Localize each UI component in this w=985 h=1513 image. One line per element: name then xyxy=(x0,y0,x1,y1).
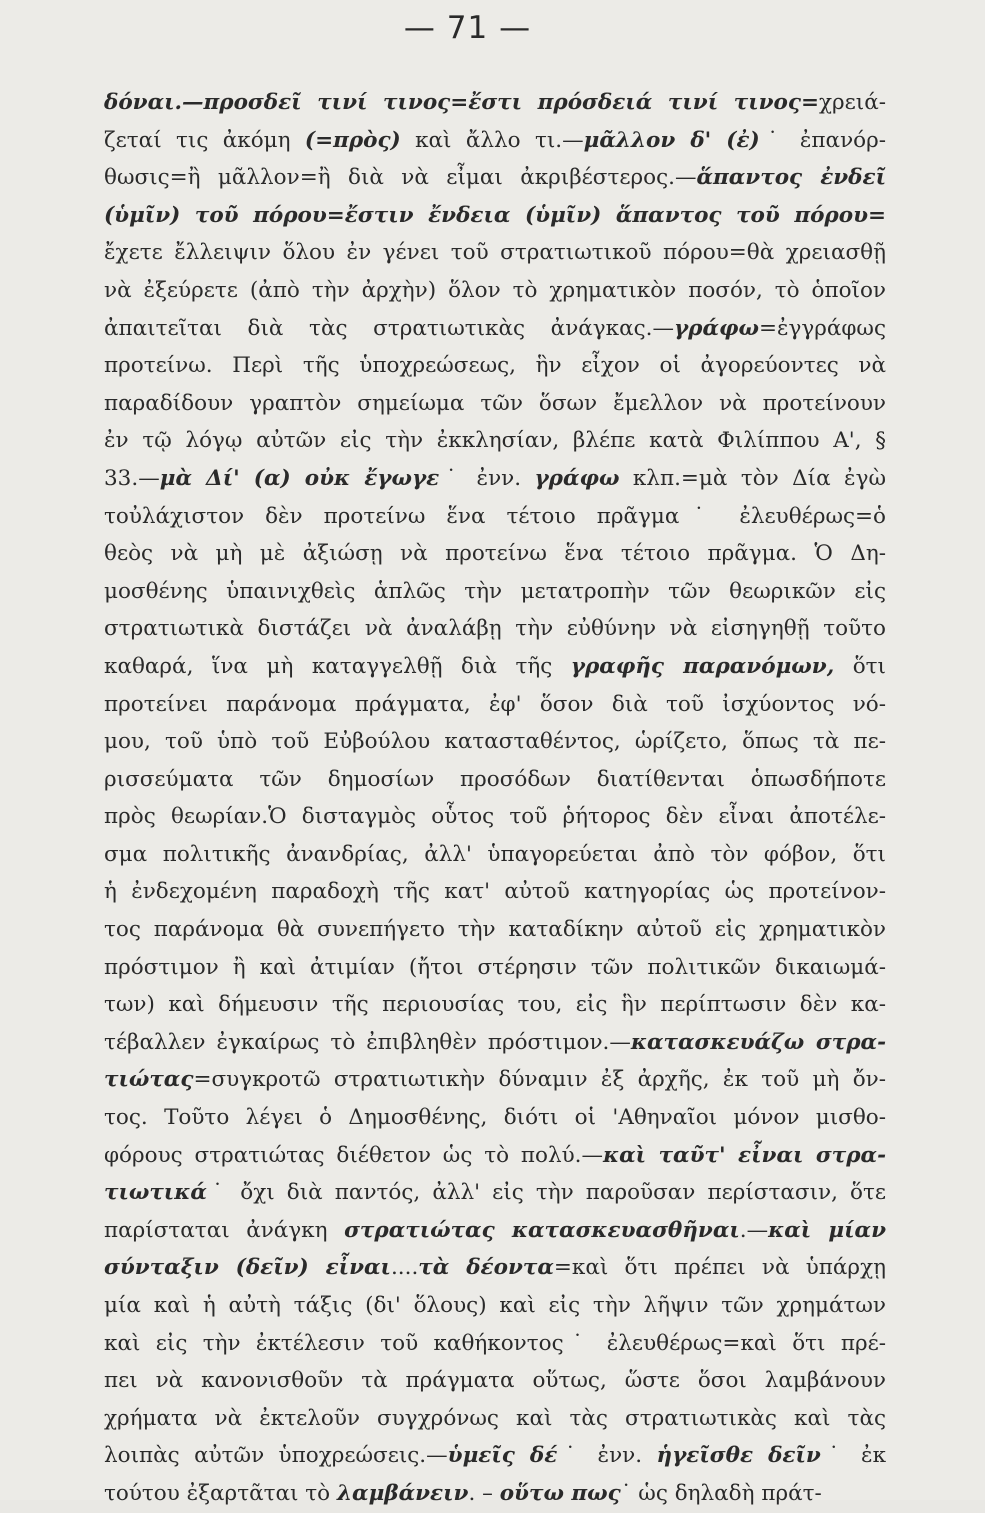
text-line xyxy=(104,535,886,573)
text-line xyxy=(104,1174,886,1212)
lemma-term: ὑμεῖς δέ xyxy=(447,1443,558,1469)
gloss-text: θεὸς νὰ μὴ μὲ ἀξιώσῃ νὰ προτείνω ἕνα τέτοιο πρᾶγμα. Ὁ Δη- xyxy=(104,541,886,567)
gloss-text: παραδίδουν γραπτὸν σημείωμα τῶν ὅσων ἔμελλον νὰ προτείνουν xyxy=(104,390,886,416)
gloss-text: ˙ ἐνν. xyxy=(557,1443,657,1469)
lemma-term: τιωτικά xyxy=(104,1180,207,1206)
text-line xyxy=(104,573,886,611)
text-line xyxy=(104,1287,886,1325)
gloss-text: παρίσταται ἀνάγκη xyxy=(104,1217,345,1243)
gloss-text: προτείνει παράνομα πράγματα, ἐφ' ὅσον διὰ τοῦ ἰσχύοντος νό- xyxy=(104,691,886,717)
gloss-text: ζεταί τις ἀκόμη xyxy=(104,127,305,153)
text-line xyxy=(104,197,886,235)
text-line xyxy=(104,836,886,874)
text-line xyxy=(104,949,886,987)
gloss-text: λοιπὰς αὐτῶν ὑποχρεώσεις.— xyxy=(104,1443,448,1469)
gloss-text: πρόστιμον ἢ καὶ ἀτιμίαν (ἤτοι στέρησιν τῶν πολιτικῶν δικαιωμά- xyxy=(104,954,886,980)
text-line xyxy=(104,1325,886,1363)
gloss-text: ἐν τῷ λόγῳ αὐτῶν εἰς τὴν ἐκκλησίαν, βλέπε κατὰ Φιλίππου Α', § xyxy=(104,428,886,454)
lemma-term: στρατιώτας κατασκευασθῆναι xyxy=(344,1217,740,1243)
lemma-term: ἡγεῖσθε δεῖν xyxy=(656,1443,821,1469)
lemma-term: ἅπαντος ἐνδεῖ xyxy=(696,165,886,191)
gloss-text: 33.— xyxy=(104,465,160,491)
lemma-term: τὰ δέοντα xyxy=(418,1255,554,1281)
page-number: — 71 — xyxy=(403,10,532,46)
lemma-term: μᾶλλον δ' (ἐ) xyxy=(583,127,760,153)
text-line xyxy=(104,1061,886,1099)
gloss-text: καὶ ἄλλο τι.— xyxy=(400,127,584,153)
gloss-text: χρειά- xyxy=(818,90,886,115)
gloss-text: ρισσεύματα τῶν δημοσίων προσόδων διατίθενται ὁπωσδήποτε xyxy=(104,766,886,792)
gloss-text: στρατιωτικὰ διστάζει νὰ ἀναλάβῃ τὴν εὐθύνην νὰ εἰσηγηθῇ τοῦτο xyxy=(104,616,886,642)
text-line xyxy=(104,986,886,1024)
text-line xyxy=(104,234,886,272)
gloss-text: πει νὰ κανονισθοῦν τὰ πράγματα οὕτως, ὥστε ὅσοι λαμβάνουν xyxy=(104,1368,886,1394)
text-line xyxy=(104,84,886,122)
lemma-term: καὶ ταῦτ' εἶναι στρα- xyxy=(603,1142,886,1168)
gloss-text: τοὐλάχιστον δὲν προτείνω ἕνα τέτοιο πρᾶγμα˙ ἐλευθέρως=ὁ xyxy=(104,503,886,529)
gloss-text: . – xyxy=(468,1480,500,1506)
lemma-term: τιώτας xyxy=(104,1067,194,1093)
lemma-term: γραφῆς παρανόμων, xyxy=(570,653,835,679)
text-line xyxy=(104,1400,886,1438)
text-line xyxy=(104,686,886,724)
lemma-term: γράφω xyxy=(673,315,759,341)
lemma-term: λαμβάνειν xyxy=(336,1480,469,1506)
gloss-text: θωσις=ἢ μᾶλλον=ἢ διὰ νὰ εἶμαι ἀκριβέστερος.— xyxy=(104,165,697,191)
gloss-text: πρὸς θεωρίαν.Ὁ δισταγμὸς οὗτος τοῦ ῥήτορος δὲν εἶναι ἀποτέλε- xyxy=(104,804,886,830)
lemma-term: καὶ μίαν xyxy=(768,1217,886,1243)
lemma-term: σύνταξιν (δεῖν) εἶναι xyxy=(104,1255,391,1281)
gloss-text: τος. Τοῦτο λέγει ὁ Δημοσθένης, διότι οἱ 'Αθηναῖοι μόνον μισθο- xyxy=(104,1105,886,1131)
text-line xyxy=(104,460,886,498)
gloss-text: ὅτι xyxy=(834,653,886,679)
gloss-text: τος παράνομα θὰ συνεπήγετο τὴν καταδίκην αὐτοῦ εἰς χρηματικὸν xyxy=(104,917,886,943)
gloss-text: σμα πολιτικῆς ἀνανδρίας, ἀλλ' ὑπαγορεύεται ἀπὸ τὸν φόβον, ὅτι xyxy=(104,841,886,867)
text-line xyxy=(104,761,886,799)
gloss-text: νὰ ἐξεύρετε (ἀπὸ τὴν ἀρχὴν) ὅλον τὸ χρηματικὸν ποσόν, τὸ ὁποῖον xyxy=(104,277,886,303)
gloss-text: κλπ.=μὰ τὸν Δία ἐγὼ xyxy=(619,465,886,491)
text-line xyxy=(104,122,886,160)
gloss-text: =ἐγγράφως xyxy=(758,315,886,341)
gloss-text: ἀπαιτεῖται διὰ τὰς στρατιωτικὰς ἀνάγκας.— xyxy=(104,315,674,341)
gloss-text: =συγκροτῶ στρατιωτικὴν δύναμιν ἐξ ἀρχῆς, ἐκ τοῦ μὴ ὄν- xyxy=(193,1067,886,1093)
gloss-text: .... xyxy=(390,1255,419,1281)
text-line xyxy=(104,1212,886,1250)
commentary-text xyxy=(104,84,886,1513)
text-line xyxy=(104,422,886,460)
text-line xyxy=(104,310,886,348)
lemma-term: κατασκευάζω στρα- xyxy=(630,1029,886,1055)
text-line xyxy=(104,648,886,686)
lemma-term: (=πρὸς) xyxy=(304,127,401,153)
gloss-text: ˙ ἐνν. xyxy=(439,465,535,491)
gloss-text: καὶ εἰς τὴν ἐκτέλεσιν τοῦ καθήκοντος˙ ἐλευθέρως=καὶ ὅτι πρέ- xyxy=(104,1330,886,1356)
text-line xyxy=(104,385,886,423)
text-line xyxy=(104,1437,886,1475)
text-line xyxy=(104,1362,886,1400)
text-line xyxy=(104,610,886,648)
text-line xyxy=(104,1024,886,1062)
gloss-text: .— xyxy=(739,1217,769,1243)
gloss-text: των) καὶ δήμευσιν τῆς περιουσίας του, εἰς ἣν περίπτωσιν δὲν κα- xyxy=(104,992,886,1018)
gloss-text: ἔχετε ἔλλειψιν ὅλου ἐν γένει τοῦ στρατιωτικοῦ πόρου=θὰ χρειασθῇ xyxy=(104,240,886,266)
text-line xyxy=(104,1475,886,1513)
text-line xyxy=(104,873,886,911)
text-line xyxy=(104,1099,886,1137)
gloss-text: προτείνω. Περὶ τῆς ὑποχρεώσεως, ἣν εἶχον οἱ ἀγορεύοντες νὰ xyxy=(104,353,886,379)
text-line xyxy=(104,159,886,197)
text-line xyxy=(104,272,886,310)
gloss-text: ˙ ἐπανόρ- xyxy=(759,127,886,153)
text-line xyxy=(104,798,886,836)
lemma-term: γράφω xyxy=(534,465,620,491)
gloss-text: μία καὶ ἡ αὐτὴ τάξις (δι' ὅλους) καὶ εἰς τὴν λῆψιν τῶν χρημάτων xyxy=(104,1293,886,1318)
text-line xyxy=(104,1137,886,1175)
gloss-text: τούτου ἐξαρτᾶται τὸ xyxy=(104,1480,337,1506)
gloss-text: ˙ ὄχι διὰ παντός, ἀλλ' εἰς τὴν παροῦσαν περίστασιν, ὅτε xyxy=(206,1180,886,1206)
text-line xyxy=(104,347,886,385)
text-line xyxy=(104,498,886,536)
text-line xyxy=(104,1249,886,1287)
gloss-text: ἡ ἐνδεχομένη παραδοχὴ τῆς κατ' αὐτοῦ κατηγορίας ὡς προτείνον- xyxy=(104,879,886,905)
lemma-term: δόναι.—προσδεῖ τινί τινος=ἔστι πρόσδειά τινί τινος= xyxy=(104,90,819,115)
lemma-term: (ὑμῖν) τοῦ πόρου=ἔστιν ἔνδεια (ὑμῖν) ἅπαντος τοῦ πόρου= xyxy=(104,202,886,228)
gloss-text: =καὶ ὅτι πρέπει νὰ ὑπάρχῃ xyxy=(553,1255,886,1281)
text-line xyxy=(104,911,886,949)
gloss-text: καθαρά, ἵνα μὴ καταγγελθῇ διὰ τῆς xyxy=(104,653,571,679)
lemma-term: οὕτω πως xyxy=(499,1480,621,1506)
gloss-text: μου, τοῦ ὑπὸ τοῦ Εὐβούλου κατασταθέντος, ὡρίζετο, ὅπως τὰ πε- xyxy=(104,729,886,755)
gloss-text: φόρους στρατιώτας διέθετον ὡς τὸ πολύ.— xyxy=(104,1142,604,1168)
text-line xyxy=(104,723,886,761)
gloss-text: χρήματα νὰ ἐκτελοῦν συγχρόνως καὶ τὰς στρατιωτικὰς καὶ τὰς xyxy=(104,1405,886,1431)
lemma-term: μὰ Δί' (α) οὐκ ἔγωγε xyxy=(159,465,440,491)
gloss-text: ˙ ὡς δηλαδὴ πράτ- xyxy=(620,1480,822,1506)
gloss-text: ˙ ἐκ xyxy=(820,1443,886,1469)
gloss-text: μοσθένης ὑπαινιχθεὶς ἁπλῶς τὴν μετατροπὴν τῶν θεωρικῶν εἰς xyxy=(104,578,886,604)
gloss-text: τέβαλλεν ἐγκαίρως τὸ ἐπιβληθὲν πρόστιμον.— xyxy=(104,1029,631,1055)
